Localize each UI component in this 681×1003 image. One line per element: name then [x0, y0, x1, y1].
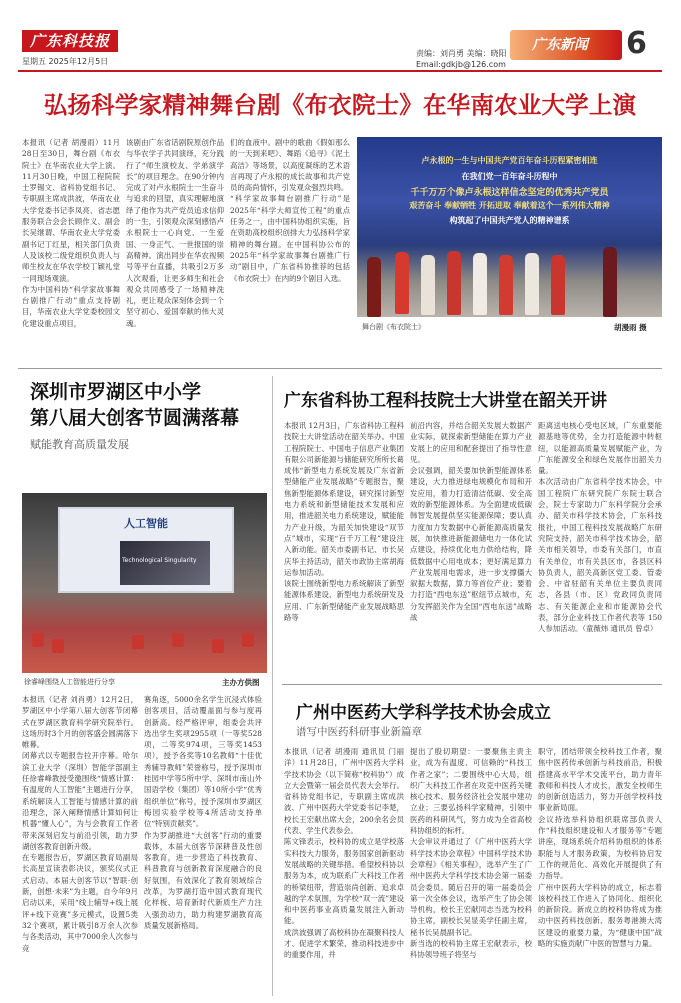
shenzhen-headline-1: 深圳市罗湖区中小学: [30, 381, 202, 403]
shenzhen-headline-2: 第八届大创客节圆满落幕: [30, 407, 240, 429]
shenzhen-column-2: 赛角逐，5000余名学生沉浸式体验创客项目，活动覆盖面与参与度再创新高。经严格评审，组委会共评选出学生奖项2955项（一等奖528项，二等奖974项，三等奖1453项），授予各奖等10名教师“十佳优秀辅导教师”荣誉称号，授予深圳市桂园中学等5所中学、深圳市南山外国语学校（集团）等10所小学“优秀组织单位”称号，授予深圳市罗湖区梅园实验学校等4所活动支持单位“特别贡献奖”。 作为罗湖推进“大创客”行动的重要载体，本届大创客节深耕普及性创客教育，进一步营造了科技教育、科普教育与创新教育深度融合的良好氛围，有效深化了教育领域综合改革，为罗湖打造中国式教育现代化样板、培育新时代新质生产力注入强劲动力，助力构建罗湖教育高质量发展新格局。: [144, 695, 262, 930]
screen-line-1: 卢永根的一生与中国共产党百年奋斗历程紧密相连: [421, 156, 598, 165]
tcm-headline: 广州中医药大学科学技术协会成立: [296, 703, 551, 723]
shenzhen-column-1: 本报讯（记者 刘肖勇）12月2日，罗湖区中小学第八届大创客节闭幕式在罗湖区教育科学研究院举行。这场历时3个月的创客盛会圆满落下帷幕。 闭幕式以专题报告拉开序幕。哈尔滨工业大学（深圳）智能学部副主任徐睿峰教授受邀围绕“情感计算：有温度的人工智能”主题进行分享，系统解读人工智能与情感计算的前沿理念，深入阐释情感计算如何让机器“懂人心”，为与会教育工作者带来深刻启发与前沿引领，助力罗湖创客教育创新升级。 在专题报告后，罗湖区教育局副局长高星宣读表彰决议，颁奖仪式正式启动。本届大创客节以“智联·创新，创想·未来”为主题，自今年9月启动以来，采用“线上辅导+线上展评+线下竞赛”多元模式，设置5类32个赛项，累计吸引8万余人次参与各类活动，其中7000余人次参与竞: [22, 695, 138, 953]
slide-subtitle: Technological Singularity: [122, 557, 197, 564]
kexie-column-3: 距离送电核心受电区域，广东重要能源基地等优势，全力打造能源中转枢纽，以能源高质量发展赋能产业，为广东能源安全和绿色发展作出韶关力量。 本次活动由广东省科学技术协会，中国工程院广东研究院广东院士联合会，院士专家助力广东科学院分会承办、韶关市科学技术协会，广东科技报社，中国工程科技发展战略广东研究院支持，韶关市科学技术协会，韶关市相关领导，市委有关部门，市直有关单位，市有关县区市，各县区科协负责人，韶关高新区党工委、管委会、中省驻韶有关单位主要负责同志，各县（市、区）党政同负责同志、有关能源企业和市能源协会代表，部分企业科技工作者代表等 150 人参加活动。（童薇炜 通讯员 曾卓）: [538, 421, 662, 634]
lead-photo-caption: 舞台剧《布衣院士》: [362, 323, 425, 331]
lead-photo: [357, 137, 662, 317]
performer: [603, 247, 617, 317]
performer: [447, 251, 461, 315]
lead-headline: 弘扬科学家精神舞台剧《布衣院士》在华南农业大学上演: [43, 91, 637, 119]
tcm-column-3: 职守，团结带领全校科技工作者，聚焦中医药传承创新与科技前沿，积极搭建高水平学术交流平台，助力青年教师和科技人才成长，激发全校师生的创新创造活力，努力开创学校科技事业新局面。 会议持选举科协组织联席部负责人作“科技组织建设和人才服务等”专题讲座，现场系统介绍科协组织的体系职能与人才服务政策，为校科协启发工作的规范化、高效化开展提供了有力指导。 广州中医药大学科协的成立，标志着该校科技工作进入了协同化、组织化的新阶段。新成立的校科协将成为推动中医药科技创新、服务粤港澳大湾区建设的重要力量，为“健康中国”战略的实施贡献广中医的智慧与力量。: [538, 747, 662, 949]
shenzhen-photo-caption: 徐睿峰围绕人工智能进行分享: [24, 678, 115, 686]
masthead: [0, 0, 681, 72]
screen-line-2: 在我们党一百年奋斗历程中: [461, 172, 558, 181]
lead-photo-credit: 胡漫雨 摄: [614, 323, 647, 332]
tcm-column-1: 本报讯（记者 胡漫雨 通讯员 门丽洋）11月28日，广州中医药大学科学技术协会（以下简称“校科协”）成立大会暨第一届会员代表大会举行。省科协党组书记，专职副主席成洪波、广州中医药大学党委书记李楚，校长王宏献出席大会，200余名会员代表、学生代表参会。 陈文锋表示，校科协的成立是学校落实科技大力服务，服务国家创新驱动发展战略的关键举措。希望校科协以服务为本，成为联系广大科技工作者的桥梁纽带，营造崇尚创新、追求卓越的学术氛围，为学校“双一流”建设和中医药事业高质量发展注入新动能。 成洪波强调了高校科协在凝聚科技人才、促进学术繁荣、推动科技进步中的重要作用，并: [284, 747, 404, 960]
performer: [551, 255, 565, 315]
page-number: 6: [626, 26, 647, 61]
tcm-subtitle: 谱写中医药科研事业新篇章: [296, 726, 422, 738]
audience-seat: [242, 633, 254, 647]
lead-column-3: 们的血液中。剧中的歌曲《假如那么的一天到来吧》、舞蹈《追寻》《泥土高洁》等场景，以高度凝练的艺术语言再现了卢永根的成长故事和共产党员的高尚情怀，引发观众强烈共鸣。 “科学家故事舞台剧推广行动”是2025年“科学大师宣传工程”的重点任务之一，由中国科协组织实施，旨在资助高校组织创排大力弘扬科学家精神的舞台剧。在中国科协公布的2025年“科学家故事舞台剧推广行动”剧目中，广东省科协推荐的包括《布衣院士》在内的9个剧目入选。: [230, 138, 350, 283]
screen-line-5: 构筑起了中国共产党人的精神谱系: [449, 216, 570, 225]
section-banner: [510, 30, 622, 60]
audience-seat: [52, 639, 64, 653]
kexie-headline: 广东省科协工程科技院士大讲堂在韶关开讲: [284, 391, 607, 411]
newspaper-logo: 广东科技报: [22, 30, 118, 52]
performer: [395, 252, 409, 314]
performer: [421, 255, 435, 315]
performer: [525, 253, 539, 315]
editor-info: [416, 48, 507, 70]
editor-email: Email:gdkjb@126.com: [416, 60, 506, 69]
shenzhen-photo-credit: 主办方供图: [222, 678, 260, 687]
tcm-column-2: 提出了殷切期望：一要聚焦主责主业，成为有温度、可信赖的“科技工作者之家”；二要围绕中心大局，组织广大科技工作者在攻克中医药关键核心技术、服务经济社会发展中建功立业；三要弘扬科学家精神，引领中医药的科研风气，努力成为全省高校科协组织的标杆。 大会审议并通过了《广州中医药大学科学技术协会章程》中国科学技术协会章程》《相关事程》，选举产生了广州中医药大学科学技术协会第一届委员会委员。随后召开的第一届委员会第一次全体会议，选举产生了协会领导机构，校长王宏献同志当选为校科协主席，副校长吴显美学任副主席，秘书长吴晨副书记。 新当选的校科协主席王宏献表示，校科协领导班子将坚与: [410, 747, 532, 960]
masthead-rule: [18, 70, 662, 72]
lead-column-2: 该剧由广东省话剧院原创作品与华农学子共同演绎，充分践行了“师生演校友、学弟演学长”的项目理念。在90分钟内完成了对卢永根院士一生奋斗与追求的回望，真实理解地演绎了他作为共产党员追求信仰的一生，引领观众深刻感悟卢永根院士一心向党、一生爱国、一身正气、一世报国的崇高精神。演出同步在华农视频号等平台直播，共吸引2万多人次观看，让更多师生和社会观众共同感受了一场精神洗礼，更让观众深刻体会到一个坚守初心、爱国奉献的伟大灵魂。: [126, 138, 224, 328]
audience-seat: [172, 633, 184, 647]
performer: [499, 255, 513, 315]
screen-line-3: 千千万万个像卢永根这样信念坚定的优秀共产党员: [410, 188, 609, 198]
audience-seat: [132, 635, 144, 649]
audience-seat: [32, 633, 44, 647]
presentation-slide: [58, 507, 234, 593]
shenzhen-subtitle: 赋能教育高质量发展: [30, 438, 129, 451]
section-name: 广东新闻: [532, 37, 588, 53]
column-divider: [272, 376, 273, 996]
shenzhen-photo: [22, 493, 267, 673]
performer: [473, 253, 487, 315]
issue-date: 星期五 2025年12月5日: [22, 57, 109, 66]
slide-title: 人工智能: [124, 517, 168, 530]
audience-seat: [212, 639, 224, 653]
kexie-column-2: 前沿内容，并结合韶关发展大数据产业实际，就探索新型储能在算力产业发展上的应用和配套提出了指导性意见。 会议强调，韶关要加快新型能源体系建设，大力推进绿电规模化布局和开发应用，着力打造清洁低碳、安全高效的新型能源体系。为全面建成低碳韩智发展提供坚实能源保障；要认真力度加力发数据中心新能源高质量发展，加快推进新能源储电力一体化试点建设，持续优化电力供给结构，降低数据中心用电成本；更好满足算力产业发展用电需求，进一步支撑僵大叙据大数据，算力等首位产业；要着力打造“西电东送”枢纽节点城市，充分发挥韶关作为全国“西电东送”战略战: [410, 421, 532, 623]
performer: [367, 257, 381, 317]
editor-line: 责编：刘肖勇 美编：晓阳: [416, 49, 507, 58]
section-divider: [18, 368, 662, 369]
lead-column-1: 本报讯（记者 胡漫雨）11月28日至30日，舞台剧《布衣院士》在华南农业大学上演。11月30日晚，中国工程院院士罗锡文、省科协党组书记、专职副主席成洪波，华南农业大学党委书记李凤亮、省志愿服务联合会会长顾作义、副会长吴继谓、华南农业大学党委副书记丁红星，相关部门负责人及该校二级党组织负责人与师生校友在华农学校丁颖礼堂一同现场观演。 作为中国科协“科学家故事舞台剧推广行动”重点支持剧目，华南农业大学党委校园文化建设重点项目，: [22, 138, 120, 328]
section-divider: [282, 684, 662, 685]
kexie-column-1: 本报讯 12月3日，广东省科协工程科技院士大讲堂活动在韶关举办。中国工程院院士、中国电子信息产业集团有限公司新能源与储能研究所所长葛成伟“新型电力系统发展及广东省新型储能产业发展战略”专题报告，聚焦新型能源体系建设，研究探讨新型电力系统和新型储能技术发展和应用，推进韶关电力系统建设，赋能能力产业升级，为韶关加快建设“双节点”城市，实现“百千万工程”建设注入新动能。韶关市委副书记、市长吴庆华主持活动，韶关市政协主席胡海运参加活动。 该院士围绕新型电力系统解读了新型能源体系建设、新型电力系统研发及应用、广东新型储能产业发展战略思路等: [284, 421, 404, 623]
screen-line-4: 艰苦奋斗 奉献牺牲 开拓进取 奉献着这个一系列伟大精神: [409, 201, 610, 210]
